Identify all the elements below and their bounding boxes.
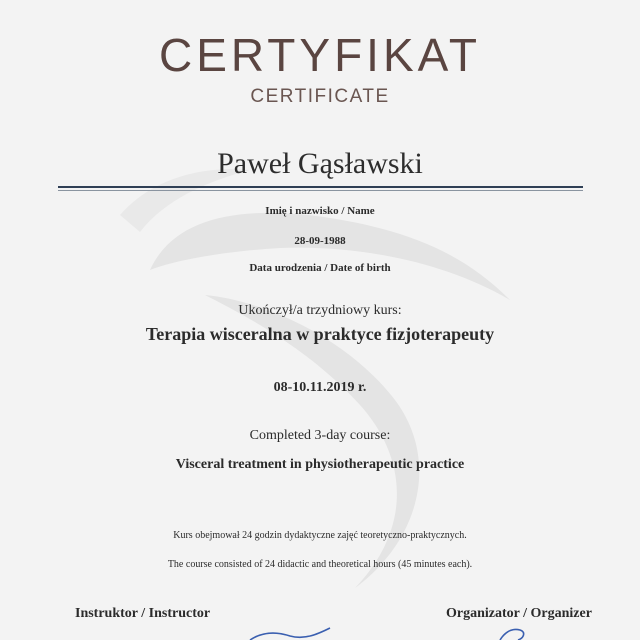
instructor-label: Instruktor / Instructor: [75, 606, 211, 621]
birth-date-label: Data urodzenia / Date of birth: [249, 262, 391, 274]
holder-name: Paweł Gąsławski: [217, 147, 423, 180]
hours-note-en: The course consisted of 24 didactic and theoretical hours (45 minutes each).: [167, 559, 473, 570]
completed-course-label-pl: Ukończył/a trzydniowy kurs:: [238, 303, 402, 318]
course-dates: 08-10.11.2019 r.: [273, 380, 367, 395]
certificate-subtitle: CERTIFICATE: [250, 86, 390, 107]
hours-note-pl: Kurs obejmował 24 godzin dydaktyczne zajęć teoretyczno-praktycznych.: [173, 530, 467, 541]
completed-course-label-en: Completed 3-day course:: [249, 428, 391, 443]
birth-date: 28-09-1988: [294, 235, 346, 247]
organizer-signature-stroke: [500, 629, 524, 640]
instructor-signature-stroke: [250, 628, 330, 640]
certificate-title: CERTYFIKAT: [159, 29, 481, 81]
organizer-label: Organizator / Organizer: [446, 606, 592, 621]
course-name-pl: Terapia wisceralna w praktyce fizjoterapeuty: [145, 324, 495, 344]
course-name-en: Visceral treatment in physiotherapeutic practice: [175, 457, 465, 472]
name-label: Imię i nazwisko / Name: [265, 205, 375, 217]
